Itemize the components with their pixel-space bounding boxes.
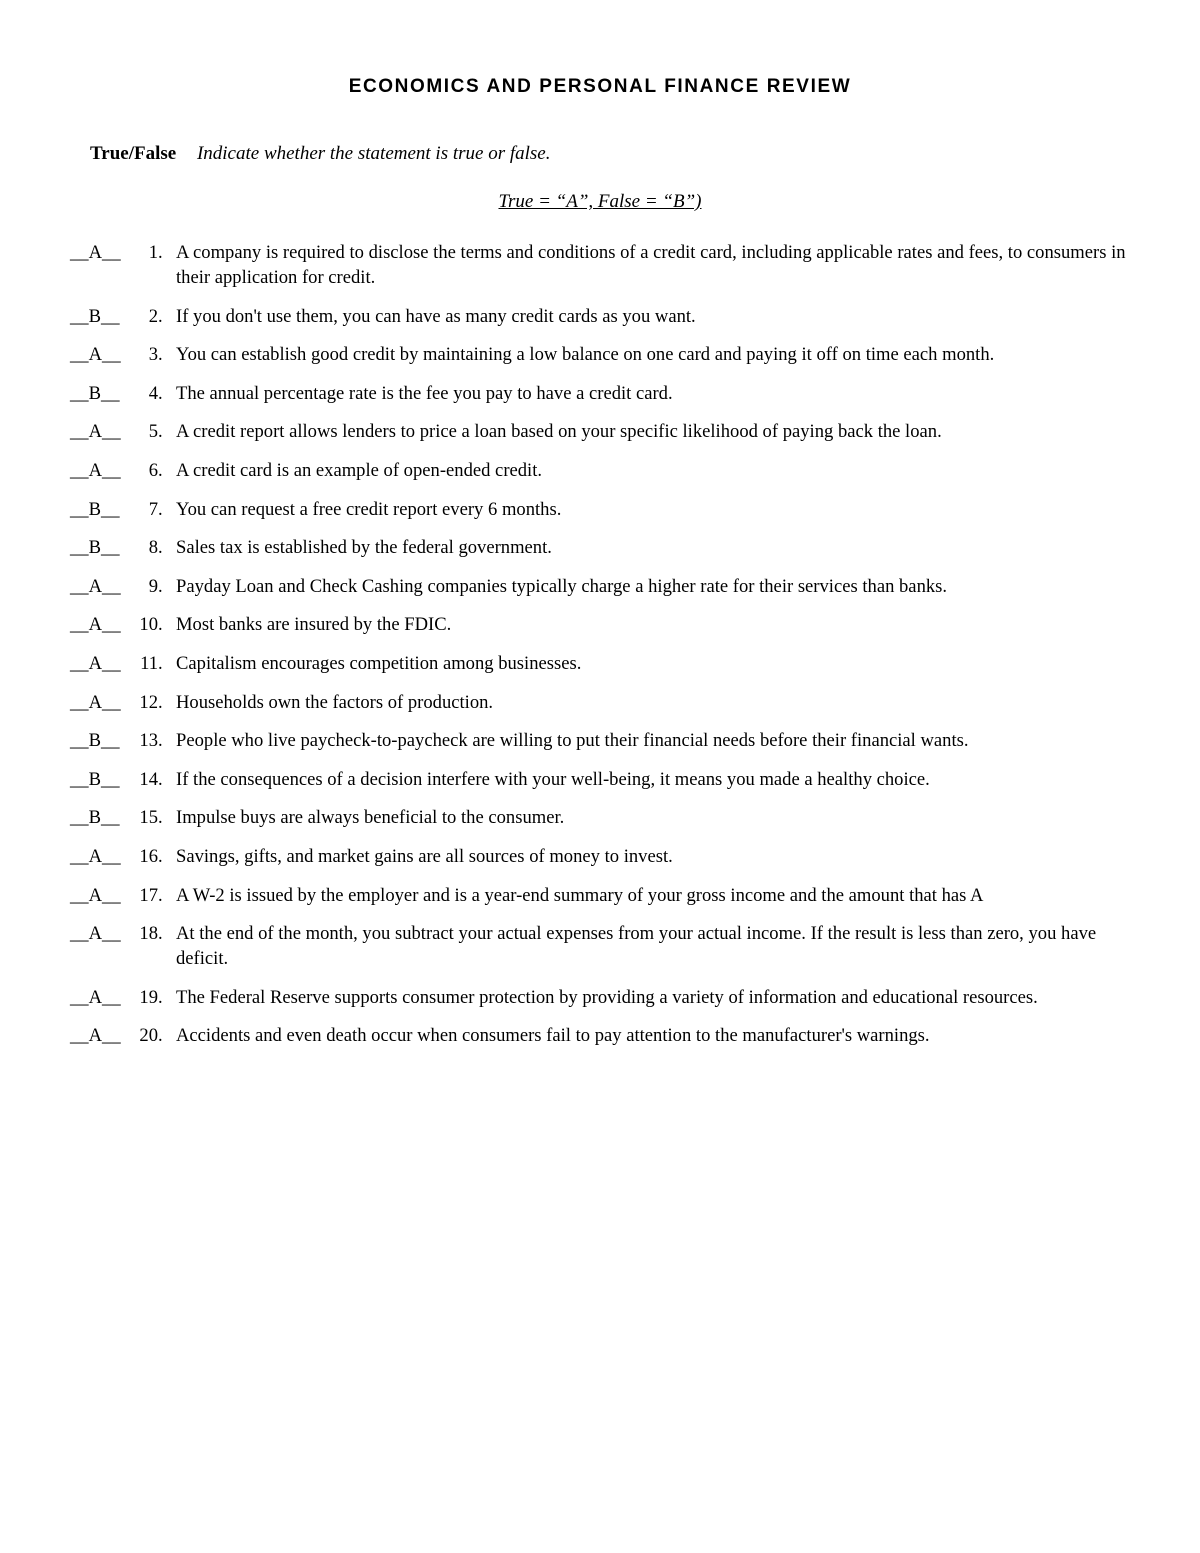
- question-text: A W-2 is issued by the employer and is a year-end summary of your gross income and the amount that has A: [176, 884, 984, 906]
- question-item: [70, 535, 1140, 560]
- question-number: 2: [148, 305, 158, 327]
- question-number: 9: [148, 575, 158, 597]
- question-number-dot: .: [158, 575, 163, 597]
- answer-blank: __A__: [70, 691, 121, 713]
- answer-blank: __A__: [70, 421, 121, 443]
- question-number-dot: .: [158, 884, 163, 906]
- question-number-dot: .: [158, 768, 163, 790]
- question-number-dot: .: [158, 845, 163, 867]
- question-text: Accidents and even death occur when consumers fail to pay attention to the manufacturer's warnings.: [176, 1025, 930, 1047]
- question-number-dot: .: [158, 459, 163, 481]
- question-number: 3: [148, 344, 158, 366]
- question-text: A company is required to disclose the terms and conditions of a credit card, including applicable rates and fees, to consumers in their application for credit.: [176, 242, 1126, 288]
- answer-blank: __A__: [70, 575, 121, 597]
- question-item: [70, 419, 1140, 444]
- document-title: ECONOMICS AND PERSONAL FINANCE REVIEW: [348, 76, 852, 97]
- question-item: [70, 883, 1140, 908]
- answer-blank: __B__: [70, 730, 120, 752]
- question-number-dot: .: [158, 730, 163, 752]
- answer-blank: __A__: [70, 923, 121, 945]
- answer-blank: __B__: [70, 305, 120, 327]
- question-number: 10: [139, 614, 158, 636]
- question-number: 19: [139, 986, 158, 1008]
- question-list: [70, 240, 1140, 1062]
- question-text: Capitalism encourages competition among businesses.: [176, 652, 582, 674]
- section-label: True/False: [90, 143, 177, 164]
- question-number: 18: [139, 923, 158, 945]
- question-text: You can request a free credit report every 6 months.: [176, 498, 562, 520]
- question-item: [70, 458, 1140, 483]
- question-number-dot: .: [158, 1025, 163, 1047]
- question-item: [70, 805, 1140, 830]
- question-text: A credit card is an example of open-ended credit.: [176, 459, 543, 481]
- answer-blank: __A__: [70, 884, 121, 906]
- question-item: [70, 728, 1140, 753]
- question-text: Savings, gifts, and market gains are all sources of money to invest.: [176, 845, 673, 867]
- question-text: If you don't use them, you can have as many credit cards as you want.: [176, 305, 696, 327]
- question-number-dot: .: [158, 421, 163, 443]
- question-number-dot: .: [158, 807, 163, 829]
- question-text: People who live paycheck-to-paycheck are willing to put their financial needs before their financial wants.: [176, 730, 969, 752]
- question-number: 13: [139, 730, 158, 752]
- answer-blank: __A__: [70, 652, 121, 674]
- question-number-dot: .: [158, 923, 163, 945]
- question-number: 17: [139, 884, 158, 906]
- question-item: [70, 240, 1140, 290]
- question-text: The Federal Reserve supports consumer protection by providing a variety of information and educational resources.: [176, 986, 1038, 1008]
- answer-blank: __A__: [70, 1025, 121, 1047]
- question-number: 7: [148, 498, 158, 520]
- question-number-dot: .: [158, 344, 163, 366]
- question-item: [70, 690, 1140, 715]
- answer-blank: __A__: [70, 614, 121, 636]
- question-number: 15: [139, 807, 158, 829]
- question-text: Sales tax is established by the federal government.: [176, 537, 552, 559]
- question-number-dot: .: [158, 498, 163, 520]
- question-item: [70, 342, 1140, 367]
- question-text: A credit report allows lenders to price a loan based on your specific likelihood of paying back the loan.: [176, 421, 942, 443]
- question-item: [70, 304, 1140, 329]
- question-number: 12: [139, 691, 158, 713]
- question-text: If the consequences of a decision interfere with your well-being, it means you made a healthy choice.: [176, 768, 930, 790]
- answer-blank: __B__: [70, 498, 120, 520]
- question-text: Households own the factors of production.: [176, 691, 494, 713]
- question-number-dot: .: [158, 986, 163, 1008]
- answer-key-legend: True = “A”, False = “B”): [498, 191, 702, 212]
- answer-blank: __A__: [70, 845, 121, 867]
- answer-blank: __A__: [70, 986, 121, 1008]
- question-item: [70, 921, 1140, 971]
- question-number-dot: .: [158, 537, 163, 559]
- question-number: 8: [148, 537, 158, 559]
- answer-blank: __A__: [70, 459, 121, 481]
- question-text: Most banks are insured by the FDIC.: [176, 614, 452, 636]
- question-item: [70, 574, 1140, 599]
- question-item: [70, 844, 1140, 869]
- question-number-dot: .: [158, 652, 163, 674]
- question-number: 1: [148, 242, 158, 263]
- question-number-dot: .: [158, 614, 163, 636]
- question-text: You can establish good credit by maintaining a low balance on one card and paying it off on time each month.: [176, 344, 995, 366]
- answer-blank: __B__: [70, 537, 120, 559]
- question-text: At the end of the month, you subtract your actual expenses from your actual income. If the result is less than zero, you have deficit.: [176, 923, 1097, 970]
- answer-blank: __B__: [70, 382, 120, 404]
- question-item: [70, 767, 1140, 792]
- question-number: 4: [148, 382, 158, 404]
- question-number: 5: [148, 421, 158, 443]
- question-number: 16: [139, 845, 158, 867]
- question-item: [70, 985, 1140, 1010]
- question-number-dot: .: [158, 305, 163, 327]
- answer-blank: __B__: [70, 807, 120, 829]
- question-item: [70, 651, 1140, 676]
- question-number: 11: [140, 652, 158, 674]
- question-number: 6: [148, 459, 158, 481]
- question-text: The annual percentage rate is the fee you pay to have a credit card.: [176, 382, 673, 404]
- section-header: [90, 143, 551, 165]
- question-number: 20: [139, 1025, 158, 1047]
- answer-blank: __B__: [70, 768, 120, 790]
- question-text: Payday Loan and Check Cashing companies typically charge a higher rate for their services than banks.: [176, 575, 948, 597]
- question-number-dot: .: [158, 382, 163, 404]
- question-number-dot: .: [158, 691, 163, 713]
- answer-blank: __A__: [70, 242, 121, 263]
- question-number: 14: [139, 768, 158, 790]
- question-text: Impulse buys are always beneficial to the consumer.: [176, 807, 565, 829]
- question-item: [70, 381, 1140, 406]
- question-number-dot: .: [158, 242, 163, 263]
- answer-blank: __A__: [70, 344, 121, 366]
- question-item: [70, 1023, 1140, 1048]
- question-item: [70, 497, 1140, 522]
- section-instructions: Indicate whether the statement is true or false.: [196, 143, 551, 164]
- question-item: [70, 612, 1140, 637]
